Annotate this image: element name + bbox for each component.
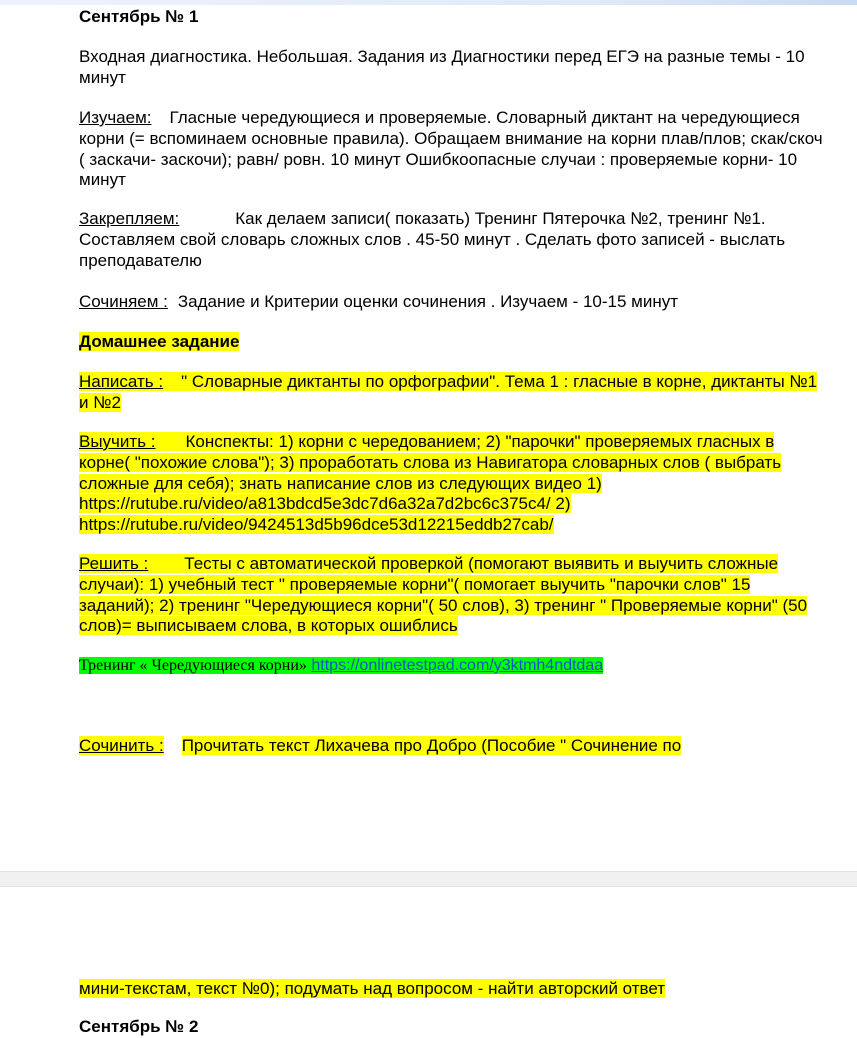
write-paragraph: Написать : " Словарные диктанты по орфографии". Тема 1 : гласные в корне, диктанты №1 и №2 <box>79 372 818 412</box>
document-page-2 <box>0 887 857 1024</box>
next-section-title: Сентябрь № 2 <box>79 1017 199 1036</box>
solve-paragraph: Решить : Тесты с автоматической проверкой (помогают выявить и выучить сложные случаи): 1) учебный тест " проверяемые корни"( помогает выучить "парочки слов" 15 заданий); 2) тренинг "Чередующиеся корни"( 50 слов), 3) тренинг " Проверяемые корни" (50 слов)= выписываем слова, в которых ошиблись <box>79 554 808 636</box>
training-link[interactable]: https://onlinetestpad.com/y3ktmh4ndtdaa <box>311 657 604 674</box>
essay-paragraph-page1: Сочинить : Прочитать текст Лихачева про Добро (Пособие " Сочинение по <box>79 736 682 755</box>
page-break <box>0 871 857 887</box>
compose-paragraph: Сочиняем : Задание и Критерии оценки сочинения . Изучаем - 10-15 минут <box>79 292 679 311</box>
practice-paragraph: Закрепляем: Как делаем записи( показать) Тренинг Пятерочка №2, тренинг №1. Составляем свой словарь сложных слов . 45-50 минут . Сделать фото записей - выслать преподавателю <box>79 209 786 270</box>
essay-paragraph-page2: мини-текстам, текст №0); подумать над вопросом - найти авторский ответ <box>79 979 666 998</box>
training-paragraph: Тренинг « Чередующиеся корни» https://onlinetestpad.com/y3ktmh4ndtdaa <box>79 657 604 674</box>
homework-heading: Домашнее задание <box>79 332 240 351</box>
learn-paragraph: Выучить : Конспекты: 1) корни с чередованием; 2) "парочки" проверяемых гласных в корне( "похожие слова"); 3) проработать слова из Навигатора словарных слов ( выбрать сложные для себя); знать написание слов из следующих видео 1) https://rutube.ru/video/a813bdcd5e3dc7d6a32a7d2bc6c375c4/ 2) https://rutube.ru/video/9424513d5b96dce53d12215eddb27cab/ <box>79 432 782 535</box>
study-paragraph: Изучаем: Гласные чередующиеся и проверяемые. Словарный диктант на чередующиеся корни (= вспоминаем основные правила). Обращаем внимание на корни плав/плов; скак/скоч ( заскачи- заскочи); равн/ ровн. 10 минут Ошибкоопасные случаи : проверяемые корни- 10 минут <box>79 108 823 190</box>
section-title: Сентябрь № 1 <box>79 7 199 26</box>
intro-paragraph: Входная диагностика. Небольшая. Задания из Диагностики перед ЕГЭ на разные темы - 10 минут <box>79 47 805 87</box>
